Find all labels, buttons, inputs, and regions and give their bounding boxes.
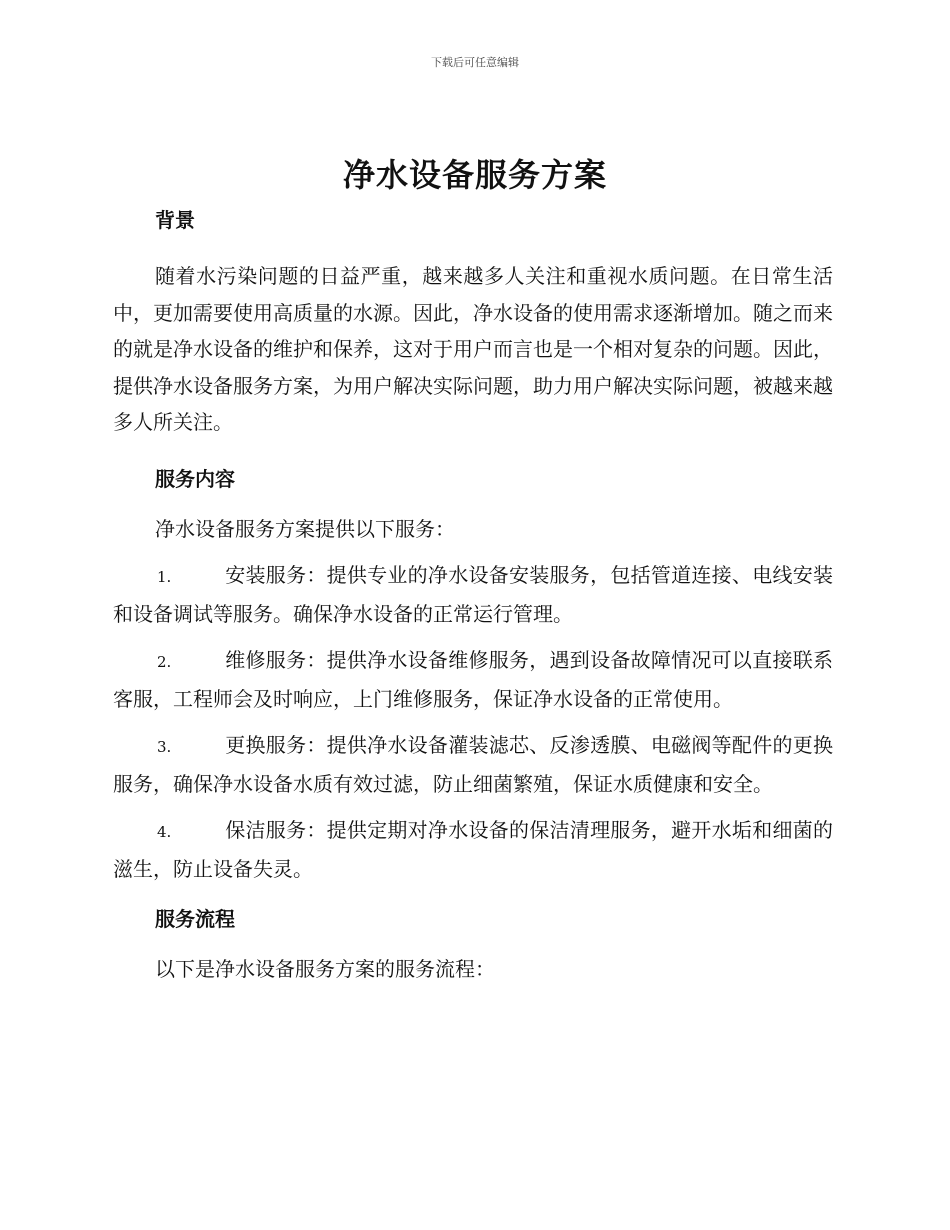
list-item-text: 安装服务：提供专业的净水设备安装服务，包括管道连接、电线安装和设备调试等服务。确保净水设备的正常运行管理。 xyxy=(113,563,833,626)
list-item-number: 2. xyxy=(157,653,172,671)
list-item-number: 4. xyxy=(157,823,172,841)
list-item-text: 维修服务：提供净水设备维修服务，遇到设备故障情况可以直接联系客服，工程师会及时响应，上门维修服务，保证净水设备的正常使用。 xyxy=(113,648,833,711)
list-item xyxy=(113,557,833,632)
section-heading-process: 服务流程 xyxy=(155,907,235,931)
section-heading-services: 服务内容 xyxy=(155,466,235,491)
list-item-number: 1. xyxy=(157,568,172,586)
document-body xyxy=(113,198,833,988)
list-item xyxy=(113,642,833,717)
list-item xyxy=(113,812,833,887)
section-heading-background: 背景 xyxy=(155,208,195,232)
document-title: 净水设备服务方案 xyxy=(342,156,607,194)
background-paragraph: 随着水污染问题的日益严重，越来越多人关注和重视水质问题。在日常生活中，更加需要使用高质量的水源。因此，净水设备的使用需求逐渐增加。随之而来的就是净水设备的维护和保养，这对于用户而言也是一个相对复杂的问题。因此，提供净水设备服务方案，为用户解决实际问题，助力用户解决实际问题，被越来越多人所关注。 xyxy=(113,264,833,434)
services-intro: 净水设备服务方案提供以下服务： xyxy=(155,516,455,541)
list-item xyxy=(113,727,833,802)
page-header-note: 下载后可任意编辑 xyxy=(431,56,519,69)
list-item-number: 3. xyxy=(157,738,172,756)
list-item-text: 保洁服务：提供定期对净水设备的保洁清理服务，避开水垢和细菌的滋生，防止设备失灵。 xyxy=(113,818,833,881)
process-intro: 以下是净水设备服务方案的服务流程： xyxy=(155,957,495,981)
list-item-text: 更换服务：提供净水设备灌装滤芯、反渗透膜、电磁阀等配件的更换服务，确保净水设备水质有效过滤，防止细菌繁殖，保证水质健康和安全。 xyxy=(113,733,833,796)
